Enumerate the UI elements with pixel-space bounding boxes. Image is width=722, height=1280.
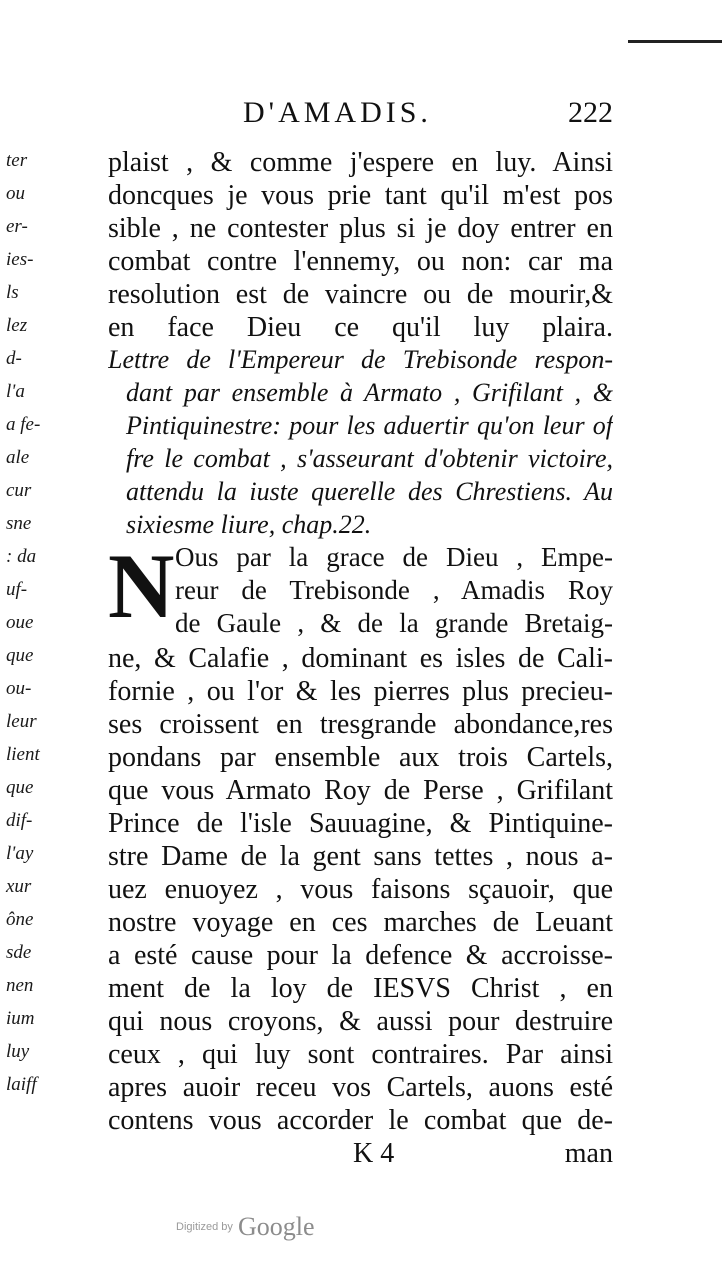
- edge-fragment: que: [6, 777, 34, 798]
- text-line: resolution est de vaincre ou de mourir,&: [108, 279, 613, 310]
- edge-fragment: ls: [6, 282, 19, 303]
- page-edge-rule: [628, 40, 722, 43]
- edge-fragment: d-: [6, 348, 22, 369]
- letter-body: [108, 642, 613, 1137]
- edge-fragment: xur: [6, 876, 32, 897]
- text-line: qui nous croyons, & aussi pour destruire: [108, 1006, 613, 1037]
- text-line: doncques je vous prie tant qu'il m'est pos: [108, 180, 613, 211]
- page-number: 222: [568, 96, 613, 129]
- edge-fragment: nen: [6, 975, 34, 996]
- text-line: Lettre de l'Empereur de Trebisonde respon-: [108, 345, 613, 374]
- text-line: contens vous accorder le combat que de-: [108, 1105, 613, 1136]
- text-line: sixiesme liure, chap.22.: [126, 510, 372, 539]
- edge-fragment: ou: [6, 183, 25, 204]
- edge-fragment: lez: [6, 315, 28, 336]
- text-line: ment de la loy de IESVS Christ , en: [108, 973, 613, 1004]
- text-line: que vous Armato Roy de Perse , Grifilant: [108, 775, 613, 806]
- text-line: dant par ensemble à Armato , Grifilant , &: [126, 378, 613, 407]
- text-line: ceux , qui luy sont contraires. Par ainsi: [108, 1039, 613, 1070]
- drop-cap: N: [108, 535, 175, 637]
- page-footer: [108, 1138, 613, 1172]
- google-logo: Google: [237, 1212, 315, 1241]
- text-line: attendu la iuste querelle des Chrestiens. Au: [126, 477, 613, 506]
- text-line: apres auoir receu vos Cartels, auons esté: [108, 1072, 613, 1103]
- edge-fragment: lient: [6, 744, 40, 765]
- edge-fragment: ou-: [6, 678, 32, 699]
- text-line: fre le combat , s'asseurant d'obtenir victoire,: [126, 444, 613, 473]
- edge-fragment: ies-: [6, 249, 34, 270]
- edge-fragment: : da: [6, 546, 37, 567]
- edge-fragment: a fe-: [6, 414, 41, 435]
- edge-fragment: ale: [6, 447, 30, 468]
- edge-fragment: er-: [6, 216, 28, 237]
- opening-paragraph: [108, 146, 613, 344]
- edge-fragment: ône: [6, 909, 34, 930]
- catchword: man: [564, 1138, 613, 1169]
- text-line: ses croissent en tresgrande abondance,res: [108, 709, 613, 740]
- text-line: combat contre l'ennemy, ou non: car ma: [108, 246, 613, 277]
- drop-cap-lines: [175, 541, 613, 640]
- text-line: ne, & Calafie , dominant es isles de Cali-: [108, 643, 613, 674]
- edge-fragment: laiff: [6, 1074, 37, 1095]
- text-line: a esté cause pour la defence & accroisse-: [108, 940, 613, 971]
- digitized-by-label: Digitized by: [176, 1221, 233, 1233]
- text-line: uez enuoyez , vous faisons sçauoir, que: [108, 874, 613, 905]
- signature-mark: K 4: [353, 1138, 395, 1169]
- edge-fragment: leur: [6, 711, 37, 732]
- text-line: plaist , & comme j'espere en luy. Ainsi: [108, 147, 613, 178]
- google-watermark: [176, 1212, 315, 1242]
- text-line: fornie , ou l'or & les pierres plus precieu-: [108, 676, 613, 707]
- edge-fragment: sne: [6, 513, 32, 534]
- page-header: [108, 96, 613, 140]
- edge-fragment: ium: [6, 1008, 35, 1029]
- edge-fragment: cur: [6, 480, 32, 501]
- text-line: en face Dieu ce qu'il luy plaira.: [108, 312, 613, 343]
- edge-fragment: que: [6, 645, 34, 666]
- text-line: Ous par la grace de Dieu , Empe-: [175, 542, 613, 572]
- edge-fragment: l'ay: [6, 843, 34, 864]
- edge-fragment: oue: [6, 612, 34, 633]
- text-line: Prince de l'isle Sauuagine, & Pintiquine-: [108, 808, 613, 839]
- edge-fragment: uf-: [6, 579, 28, 600]
- edge-fragment: dif-: [6, 810, 33, 831]
- text-line: pondans par ensemble aux trois Cartels,: [108, 742, 613, 773]
- text-line: sible , ne contester plus si je doy entrer en: [108, 213, 613, 244]
- text-line: Pintiquinestre: pour les aduertir qu'on leur of: [126, 411, 613, 440]
- edge-fragment: sde: [6, 942, 32, 963]
- text-line: reur de Trebisonde , Amadis Roy: [175, 575, 613, 605]
- letter-heading: [108, 343, 613, 541]
- edge-fragment: l'a: [6, 381, 25, 402]
- edge-fragment: luy: [6, 1041, 30, 1062]
- edge-fragment: ter: [6, 150, 28, 171]
- text-line: nostre voyage en ces marches de Leuant: [108, 907, 613, 938]
- text-line: de Gaule , & de la grande Bretaig-: [175, 608, 613, 638]
- text-line: stre Dame de la gent sans tettes , nous a-: [108, 841, 613, 872]
- running-title: D'AMADIS.: [243, 96, 432, 129]
